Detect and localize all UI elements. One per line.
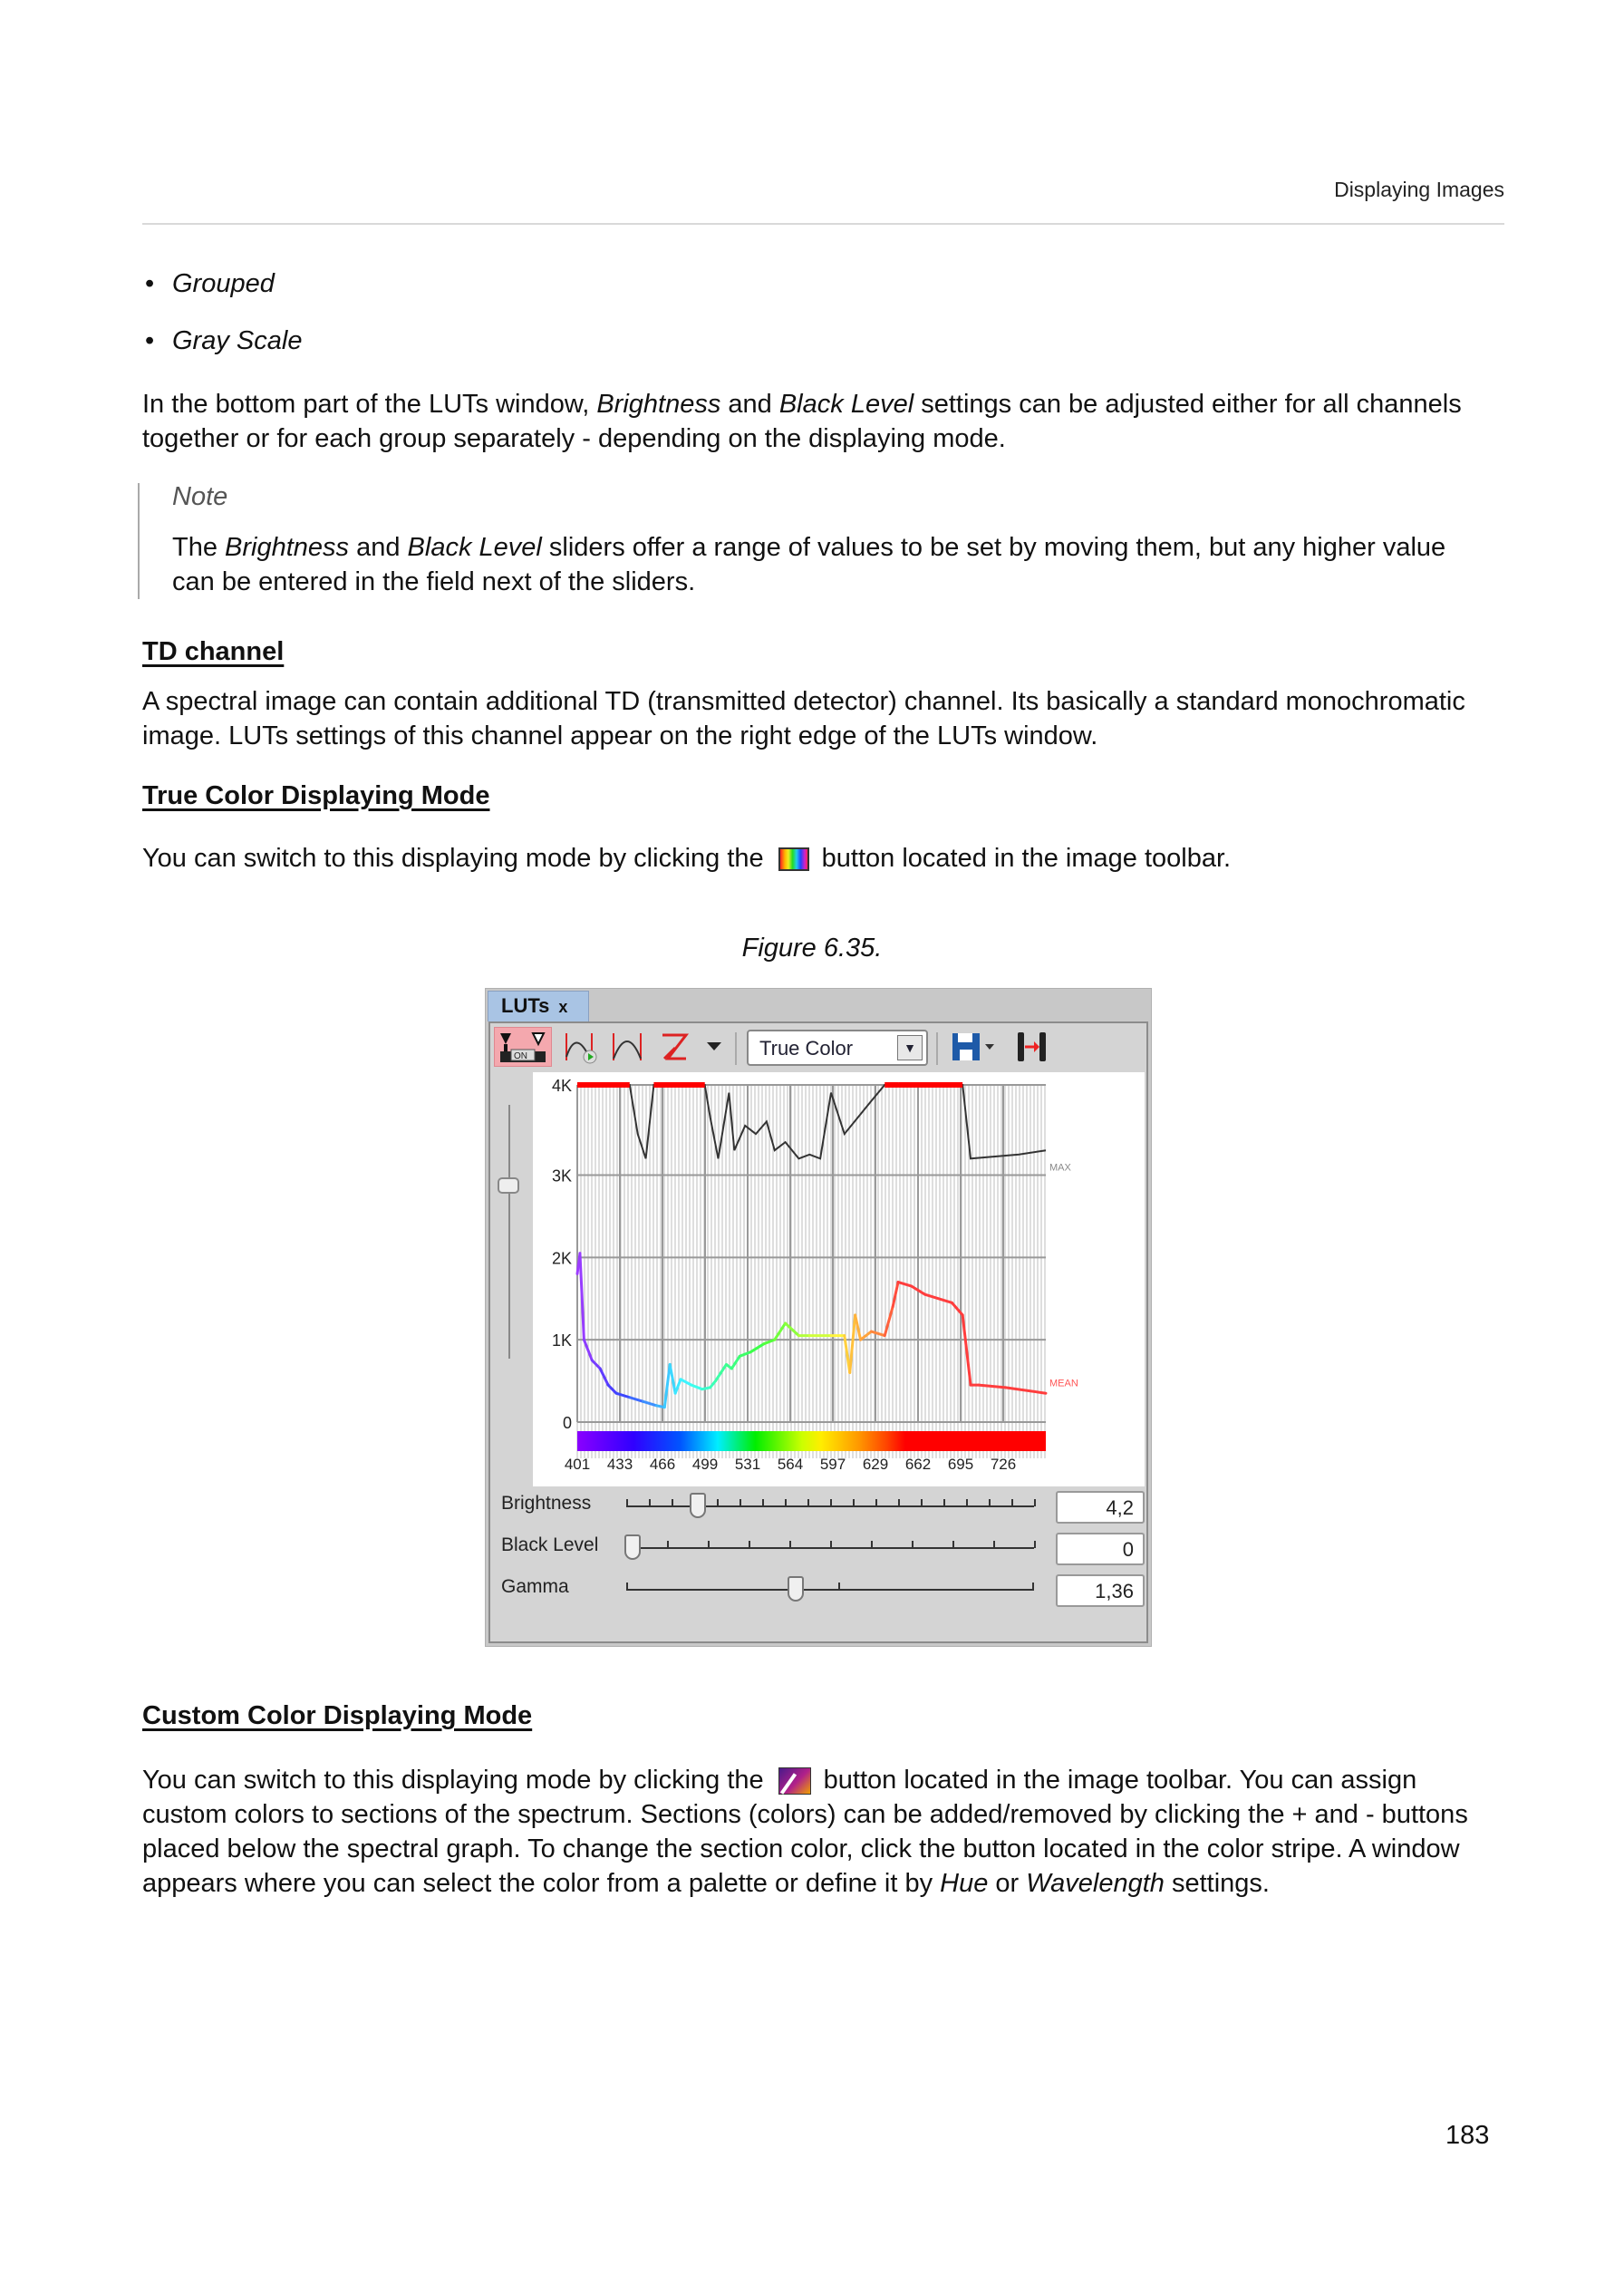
text: settings. (1164, 1869, 1270, 1898)
running-header: Displaying Images (1334, 178, 1504, 201)
vertical-scale-slider[interactable] (508, 1105, 510, 1359)
slider-tick (830, 1499, 832, 1506)
text: settings can be adjusted either for all channels (914, 390, 1462, 419)
tab-luts[interactable] (488, 991, 589, 1021)
luts-window (485, 988, 1152, 1647)
text: appears where you can select the color from a palette or define it by (142, 1869, 941, 1898)
spectral-chart (533, 1072, 1145, 1486)
luts-panel (488, 1021, 1148, 1643)
svg-text:499: 499 (691, 1456, 719, 1473)
gamma-slider[interactable] (626, 1589, 1034, 1591)
emphasis: Black Level (778, 390, 914, 419)
close-icon[interactable]: x (558, 998, 568, 1016)
black-level-slider[interactable] (626, 1547, 1034, 1549)
bullet-icon: • (145, 326, 155, 355)
text: can be entered in the field next of the sliders. (172, 567, 696, 596)
slider-handle[interactable] (788, 1576, 804, 1602)
text: custom colors to sections of the spectrum. Sections (colors) can be added/removed by clicking the + and - buttons (142, 1800, 1468, 1829)
true-color-icon (778, 847, 809, 871)
slider-handle[interactable] (624, 1534, 641, 1560)
bullet-item (145, 324, 302, 358)
text: button located in the image toolbar. (821, 844, 1232, 873)
text: placed below the spectral graph. To change the section color, click the button located in the color stripe. A window (142, 1834, 1460, 1863)
slider-tick (649, 1499, 651, 1506)
svg-text:695: 695 (947, 1456, 974, 1473)
bullet-icon: • (145, 269, 155, 298)
slider-tick (912, 1541, 914, 1548)
bullet-item (145, 266, 275, 301)
slider-tick (830, 1541, 832, 1548)
slider-tick (943, 1499, 945, 1506)
svg-text:726: 726 (990, 1456, 1017, 1473)
page-number: 183 (1445, 2121, 1490, 2150)
slider-tick (952, 1541, 954, 1548)
slider-tick (785, 1499, 787, 1506)
emphasis: Wavelength (1026, 1869, 1165, 1898)
custom-color-icon (778, 1767, 811, 1795)
svg-text:629: 629 (862, 1456, 889, 1473)
curve-icon (610, 1030, 646, 1064)
svg-text:531: 531 (734, 1456, 761, 1473)
text: You can switch to this displaying mode by clicking the (142, 1766, 764, 1795)
curve-button[interactable] (608, 1027, 648, 1067)
text: button located in the image toolbar. You can assign (823, 1766, 1417, 1795)
tab-label: LUTs (501, 994, 550, 1017)
svg-text:662: 662 (904, 1456, 932, 1473)
spectral-graph (533, 1072, 1145, 1486)
slider-tick (966, 1499, 968, 1506)
gamma-field[interactable]: 1,36 (1056, 1574, 1145, 1607)
brightness-label: Brightness (501, 1493, 592, 1514)
bullet-text: Gray Scale (172, 326, 303, 355)
svg-text:1K: 1K (551, 1331, 572, 1350)
auto-scale-icon (563, 1030, 599, 1064)
slider-tick (789, 1541, 791, 1548)
figure-caption: Figure 6.35. (741, 934, 883, 963)
text: You can switch to this displaying mode by clicking the (142, 844, 764, 873)
slider-tick (626, 1583, 628, 1590)
save-icon (949, 1030, 1000, 1064)
section-heading-custom-color: Custom Color Displaying Mode (142, 1701, 533, 1730)
svg-text:MAX: MAX (1049, 1162, 1071, 1174)
mode-select-value: True Color (759, 1037, 854, 1060)
slider-tick (626, 1499, 628, 1506)
save-button[interactable] (947, 1027, 1001, 1067)
bullet-text: Grouped (172, 269, 275, 298)
note-title: Note (172, 482, 228, 511)
note-body (172, 530, 1445, 599)
text: and (720, 390, 779, 419)
svg-text:3K: 3K (551, 1166, 572, 1186)
slider-tick (898, 1499, 900, 1506)
slider-tick (762, 1499, 764, 1506)
slider-tick (740, 1499, 741, 1506)
true-color-paragraph (142, 841, 1502, 876)
reset-icon (657, 1030, 693, 1064)
td-channel-paragraph (142, 684, 1502, 753)
slider-tick (708, 1541, 710, 1548)
lut-on-toggle-icon (497, 1030, 549, 1064)
chevron-down-icon (707, 1042, 721, 1051)
fit-range-button[interactable] (1012, 1027, 1052, 1067)
slider-tick (1034, 1541, 1036, 1548)
slider-tick (667, 1541, 669, 1548)
slider-tick (1032, 1583, 1034, 1590)
toolbar-separator (735, 1032, 737, 1065)
more-dropdown-button[interactable] (701, 1027, 728, 1067)
toolbar-separator (936, 1032, 938, 1065)
black-level-label: Black Level (501, 1534, 599, 1555)
black-level-field[interactable]: 0 (1056, 1533, 1145, 1565)
text: sliders offer a range of values to be set by moving them, but any higher value (541, 533, 1446, 562)
text: and (349, 533, 408, 562)
slider-tick (1034, 1499, 1036, 1506)
vertical-slider-handle[interactable] (498, 1177, 519, 1194)
svg-text:466: 466 (649, 1456, 676, 1473)
svg-text:597: 597 (819, 1456, 846, 1473)
section-heading-true-color: True Color Displaying Mode (142, 781, 490, 810)
chevron-down-icon[interactable]: ▼ (897, 1035, 923, 1060)
slider-handle[interactable] (690, 1493, 706, 1518)
text: The (172, 533, 226, 562)
svg-text:4K: 4K (551, 1077, 572, 1095)
custom-color-paragraph (142, 1763, 1502, 1901)
emphasis: Brightness (225, 533, 350, 562)
fit-range-icon (1014, 1030, 1050, 1064)
slider-tick (1011, 1499, 1013, 1506)
gamma-label: Gamma (501, 1576, 569, 1597)
text: or (988, 1869, 1027, 1898)
slider-tick (672, 1499, 673, 1506)
header-divider (142, 223, 1504, 225)
svg-text:401: 401 (564, 1456, 591, 1473)
emphasis: Hue (940, 1869, 989, 1898)
intro-paragraph (142, 387, 1502, 456)
text: together or for each group separately - depending on the displaying mode. (142, 424, 1006, 453)
slider-tick (989, 1499, 991, 1506)
brightness-slider[interactable] (626, 1505, 1034, 1507)
svg-text:564: 564 (777, 1456, 804, 1473)
slider-tick (717, 1499, 719, 1506)
text: image. LUTs settings of this channel appear on the right edge of the LUTs window. (142, 721, 1098, 750)
emphasis: Black Level (407, 533, 542, 562)
text: A spectral image can contain additional TD (transmitted detector) channel. Its basically a standard monochromatic (142, 687, 1465, 716)
emphasis: Brightness (596, 390, 721, 419)
auto-scale-button[interactable] (561, 1027, 601, 1067)
slider-tick (921, 1499, 923, 1506)
slider-tick (853, 1499, 855, 1506)
brightness-field[interactable]: 4,2 (1056, 1491, 1145, 1524)
mode-select[interactable] (747, 1030, 928, 1066)
svg-text:MEAN: MEAN (1049, 1378, 1078, 1389)
section-heading-td-channel: TD channel (142, 637, 285, 666)
note-sidebar (138, 483, 140, 599)
svg-text:433: 433 (606, 1456, 633, 1473)
svg-text:0: 0 (562, 1414, 572, 1432)
slider-tick (875, 1499, 877, 1506)
svg-text:ON: ON (514, 1051, 527, 1061)
svg-text:2K: 2K (551, 1249, 572, 1268)
reset-button[interactable] (655, 1027, 695, 1067)
slider-tick (871, 1541, 873, 1548)
lut-on-toggle-button[interactable] (494, 1027, 552, 1067)
slider-tick (993, 1541, 995, 1548)
slider-tick (749, 1541, 750, 1548)
slider-tick (838, 1583, 840, 1590)
text: In the bottom part of the LUTs window, (142, 390, 597, 419)
slider-tick (807, 1499, 809, 1506)
